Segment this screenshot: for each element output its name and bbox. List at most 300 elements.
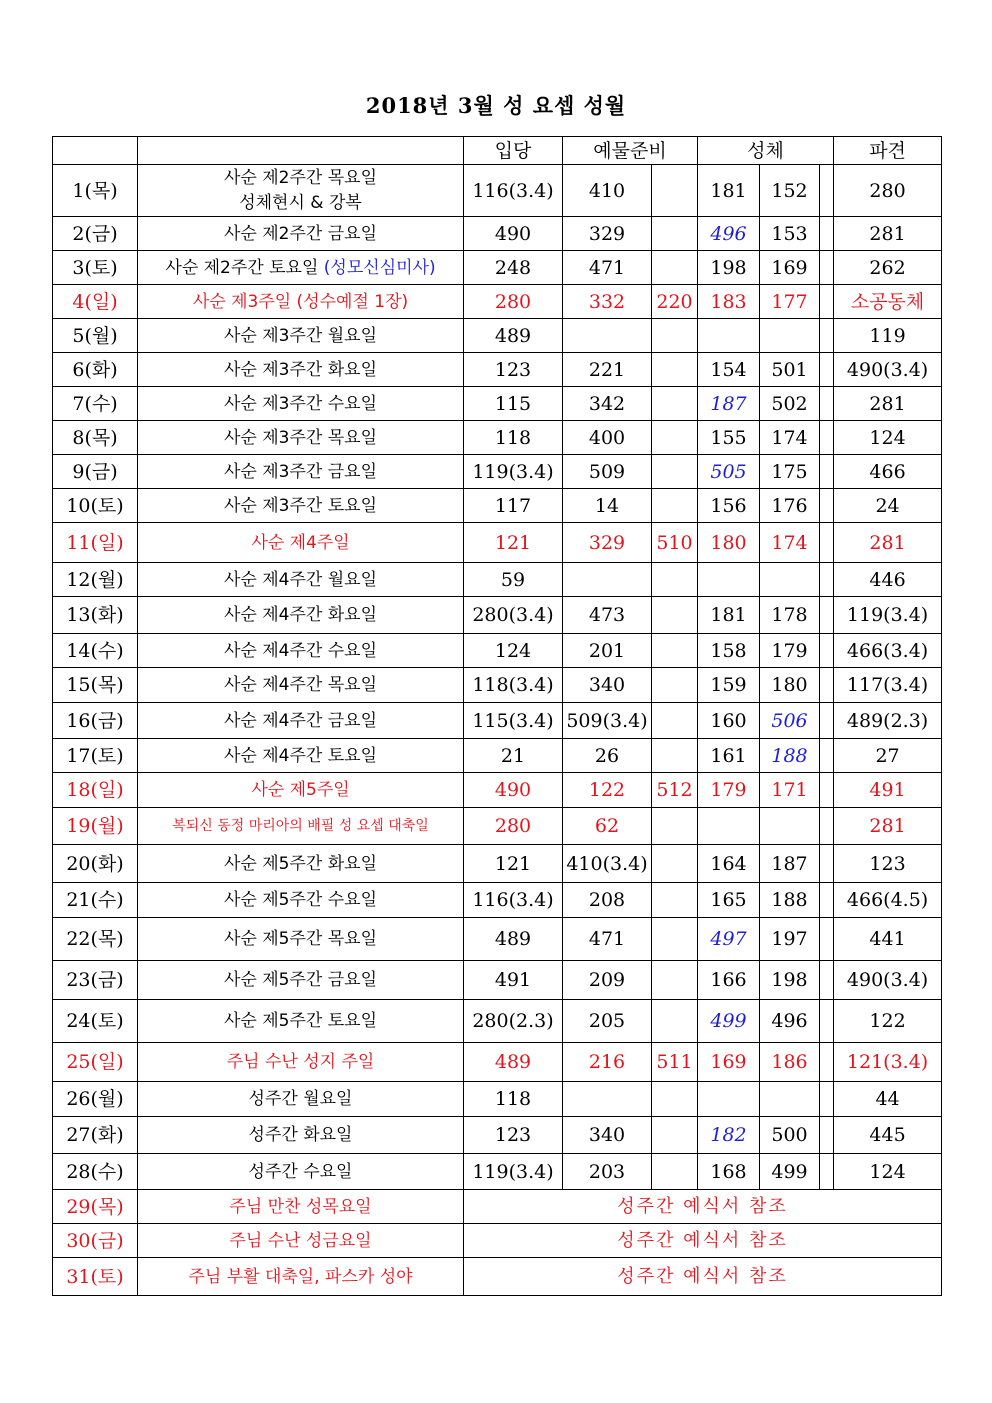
communion-1-cell: [698, 1082, 760, 1117]
liturgy-cell: [138, 1190, 464, 1224]
offertory-cell: 14: [563, 489, 652, 523]
table-row: [53, 1190, 942, 1224]
date-cell: 1(목): [53, 165, 138, 217]
table-row: [53, 1043, 942, 1082]
liturgy-cell: [138, 634, 464, 668]
table-row: [53, 808, 942, 845]
offertory-extra-cell: 511: [652, 1043, 698, 1082]
communion-1-cell: 183: [698, 285, 760, 319]
date-cell: 25(일): [53, 1043, 138, 1082]
liturgy-text: 사순 제5주간 토요일: [224, 1011, 377, 1031]
communion-2-cell-highlight: 506: [771, 709, 808, 732]
communion-spacer-cell: [820, 918, 834, 961]
merged-reference-cell: 성주간 예식서 참조: [464, 1224, 942, 1258]
date-cell: 7(수): [53, 387, 138, 421]
liturgy-cell: [138, 597, 464, 634]
communion-2-cell: 496: [760, 1000, 820, 1043]
table-row: [53, 285, 942, 319]
entrance-cell: 489: [464, 319, 563, 353]
offertory-cell: 340: [563, 668, 652, 703]
communion-2-cell: 500: [760, 1117, 820, 1154]
date-cell: 8(목): [53, 421, 138, 455]
dismissal-cell: 446: [834, 563, 942, 597]
liturgy-text: 사순 제4주간 토요일: [224, 745, 377, 766]
communion-spacer-cell: [820, 773, 834, 808]
dismissal-cell: 466(3.4): [834, 634, 942, 668]
communion-1-cell: 165: [698, 883, 760, 918]
date-cell: 16(금): [53, 703, 138, 739]
dismissal-cell: 281: [834, 523, 942, 563]
communion-spacer-cell: [820, 251, 834, 285]
offertory-extra-cell: [652, 1117, 698, 1154]
dismissal-cell: 280: [834, 165, 942, 217]
entrance-cell: 124: [464, 634, 563, 668]
communion-spacer-cell: [820, 845, 834, 883]
table-row: [53, 1000, 942, 1043]
offertory-cell: [563, 563, 652, 597]
dismissal-cell: 122: [834, 1000, 942, 1043]
table-row: [53, 703, 942, 739]
date-cell: 4(일): [53, 285, 138, 319]
date-cell: 15(목): [53, 668, 138, 703]
table-row: [53, 387, 942, 421]
table-row: [53, 319, 942, 353]
communion-2-cell: 175: [760, 455, 820, 489]
communion-2-cell: 176: [760, 489, 820, 523]
dismissal-cell: 466: [834, 455, 942, 489]
table-row: [53, 489, 942, 523]
communion-2-cell: [760, 563, 820, 597]
entrance-cell: 121: [464, 845, 563, 883]
merged-reference-cell: 성주간 예식서 참조: [464, 1258, 942, 1296]
offertory-cell: 205: [563, 1000, 652, 1043]
date-cell: 30(금): [53, 1224, 138, 1258]
communion-2-cell: 187: [760, 845, 820, 883]
liturgy-text: 성주간 수요일: [248, 1161, 353, 1182]
liturgy-text-line2: 성체현시 & 강복: [239, 192, 362, 213]
liturgy-text: 사순 제3주간 목요일: [224, 427, 377, 448]
offertory-cell: 410: [563, 165, 652, 217]
liturgy-text: 사순 제4주간 월요일: [224, 569, 377, 590]
communion-2-cell: [760, 703, 820, 739]
dismissal-cell: 262: [834, 251, 942, 285]
communion-2-cell: 179: [760, 634, 820, 668]
table-row: [53, 217, 942, 251]
offertory-cell: 329: [563, 217, 652, 251]
communion-1-cell-highlight: 497: [710, 928, 747, 950]
liturgy-text: 사순 제4주일: [251, 532, 350, 553]
liturgy-text: 주님 수난 성금요일: [229, 1230, 372, 1251]
communion-spacer-cell: [820, 523, 834, 563]
liturgy-cell: [138, 217, 464, 251]
entrance-cell: 119(3.4): [464, 1154, 563, 1190]
dismissal-cell: 117(3.4): [834, 668, 942, 703]
date-cell: 27(화): [53, 1117, 138, 1154]
liturgy-cell: [138, 1082, 464, 1117]
communion-1-cell: 181: [698, 597, 760, 634]
offertory-extra-cell: [652, 1000, 698, 1043]
offertory-cell: 62: [563, 808, 652, 845]
dismissal-cell: 490(3.4): [834, 961, 942, 1000]
liturgy-text: 사순 제5주간 화요일: [224, 853, 377, 874]
liturgy-cell: [138, 1258, 464, 1296]
communion-2-cell-highlight: 188: [771, 744, 808, 767]
date-cell: 31(토): [53, 1258, 138, 1296]
header-entrance: 입당: [464, 137, 563, 165]
offertory-extra-cell: 220: [652, 285, 698, 319]
date-cell: 13(화): [53, 597, 138, 634]
communion-spacer-cell: [820, 808, 834, 845]
offertory-extra-cell: [652, 918, 698, 961]
entrance-cell: 491: [464, 961, 563, 1000]
date-cell: 10(토): [53, 489, 138, 523]
communion-2-cell: 178: [760, 597, 820, 634]
dismissal-cell: 441: [834, 918, 942, 961]
liturgy-cell: [138, 1043, 464, 1082]
liturgy-cell: [138, 739, 464, 773]
communion-1-cell: 179: [698, 773, 760, 808]
dismissal-cell: 124: [834, 1154, 942, 1190]
liturgy-text: 복되신 동정 마리아의 배필 성 요셉 대축일: [172, 818, 429, 834]
offertory-cell: 209: [563, 961, 652, 1000]
liturgy-text: 사순 제3주일 (성수예절 1장): [192, 291, 409, 312]
offertory-cell: 201: [563, 634, 652, 668]
liturgy-text: 사순 제3주간 토요일: [224, 495, 377, 516]
table-row: [53, 1082, 942, 1117]
date-cell: 18(일): [53, 773, 138, 808]
offertory-extra-cell: [652, 1154, 698, 1190]
offertory-extra-cell: [652, 455, 698, 489]
liturgy-cell: [138, 563, 464, 597]
offertory-extra-cell: [652, 1082, 698, 1117]
communion-1-cell-highlight: 505: [710, 460, 747, 483]
communion-spacer-cell: [820, 1000, 834, 1043]
communion-spacer-cell: [820, 597, 834, 634]
dismissal-cell: 27: [834, 739, 942, 773]
liturgy-text: 사순 제3주간 금요일: [224, 461, 377, 482]
communion-spacer-cell: [820, 353, 834, 387]
liturgy-cell: [138, 285, 464, 319]
table-row: [53, 455, 942, 489]
liturgy-text: 주님 만찬 성목요일: [229, 1196, 372, 1217]
header-date: [53, 137, 138, 165]
dismissal-cell: 124: [834, 421, 942, 455]
table-row: [53, 668, 942, 703]
table-row: [53, 1117, 942, 1154]
liturgy-cell: [138, 883, 464, 918]
offertory-extra-cell: 510: [652, 523, 698, 563]
communion-2-cell: 499: [760, 1154, 820, 1190]
communion-spacer-cell: [820, 883, 834, 918]
date-cell: 2(금): [53, 217, 138, 251]
date-cell: 23(금): [53, 961, 138, 1000]
dismissal-cell: 445: [834, 1117, 942, 1154]
liturgy-cell: [138, 961, 464, 1000]
offertory-cell: 509(3.4): [563, 703, 652, 739]
offertory-extra-cell: [652, 668, 698, 703]
communion-1-cell: 168: [698, 1154, 760, 1190]
communion-1-cell: 181: [698, 165, 760, 217]
date-cell: 6(화): [53, 353, 138, 387]
communion-2-cell: 177: [760, 285, 820, 319]
offertory-cell: 471: [563, 918, 652, 961]
communion-spacer-cell: [820, 165, 834, 217]
liturgy-cell: [138, 251, 464, 285]
liturgy-text: 사순 제5주간 수요일: [224, 890, 377, 910]
communion-1-cell: [698, 918, 760, 961]
header-offertory: 예물준비: [563, 137, 698, 165]
communion-2-cell: 152: [760, 165, 820, 217]
entrance-cell: 116(3.4): [464, 165, 563, 217]
communion-2-cell: 198: [760, 961, 820, 1000]
entrance-cell: 280: [464, 808, 563, 845]
date-cell: 5(월): [53, 319, 138, 353]
table-row: [53, 523, 942, 563]
communion-spacer-cell: [820, 739, 834, 773]
communion-1-cell: 180: [698, 523, 760, 563]
liturgy-cell: [138, 319, 464, 353]
communion-spacer-cell: [820, 961, 834, 1000]
communion-spacer-cell: [820, 1154, 834, 1190]
offertory-extra-cell: [652, 353, 698, 387]
communion-1-cell: [698, 319, 760, 353]
liturgy-text: 사순 제4주간 화요일: [224, 605, 377, 625]
liturgy-cell: [138, 165, 464, 217]
table-row: [53, 1224, 942, 1258]
liturgy-cell: [138, 455, 464, 489]
entrance-cell: 489: [464, 1043, 563, 1082]
dismissal-cell: 489(2.3): [834, 703, 942, 739]
date-cell: 11(일): [53, 523, 138, 563]
dismissal-cell: 소공동체: [834, 285, 942, 319]
communion-1-cell: [698, 455, 760, 489]
communion-spacer-cell: [820, 217, 834, 251]
liturgy-text: 사순 제4주간 목요일: [224, 675, 377, 695]
offertory-cell: 340: [563, 1117, 652, 1154]
communion-spacer-cell: [820, 668, 834, 703]
offertory-extra-cell: [652, 563, 698, 597]
communion-spacer-cell: [820, 285, 834, 319]
liturgy-cell: [138, 918, 464, 961]
entrance-cell: 490: [464, 773, 563, 808]
table-row: [53, 165, 942, 217]
entrance-cell: 59: [464, 563, 563, 597]
liturgy-text: 사순 제4주간 금요일: [224, 710, 377, 731]
liturgy-cell: [138, 845, 464, 883]
entrance-cell: 490: [464, 217, 563, 251]
communion-1-cell: [698, 563, 760, 597]
offertory-extra-cell: [652, 808, 698, 845]
communion-1-cell: [698, 217, 760, 251]
offertory-extra-cell: [652, 703, 698, 739]
offertory-cell: 203: [563, 1154, 652, 1190]
liturgy-cell: [138, 703, 464, 739]
offertory-extra-cell: [652, 217, 698, 251]
offertory-cell: 509: [563, 455, 652, 489]
date-cell: 14(수): [53, 634, 138, 668]
communion-1-cell-highlight: 499: [710, 1010, 747, 1032]
table-row: [53, 961, 942, 1000]
liturgy-text: 주님 부활 대축일, 파스카 성야: [188, 1266, 413, 1287]
dismissal-cell: 491: [834, 773, 942, 808]
table-row: [53, 739, 942, 773]
date-cell: 28(수): [53, 1154, 138, 1190]
liturgy-text: 사순 제4주간 수요일: [224, 640, 377, 661]
offertory-extra-cell: [652, 319, 698, 353]
dismissal-cell: 123: [834, 845, 942, 883]
entrance-cell: 118: [464, 421, 563, 455]
offertory-extra-cell: [652, 883, 698, 918]
communion-1-cell: [698, 808, 760, 845]
communion-2-cell: 501: [760, 353, 820, 387]
date-cell: 29(목): [53, 1190, 138, 1224]
offertory-extra-cell: [652, 251, 698, 285]
liturgy-text: 사순 제3주간 화요일: [224, 359, 377, 380]
communion-2-cell: [760, 739, 820, 773]
offertory-cell: 208: [563, 883, 652, 918]
communion-spacer-cell: [820, 1082, 834, 1117]
dismissal-cell: 24: [834, 489, 942, 523]
liturgy-note: (성모신심미사): [323, 257, 436, 278]
dismissal-cell: 281: [834, 808, 942, 845]
header-communion: 성체: [698, 137, 834, 165]
date-cell: 26(월): [53, 1082, 138, 1117]
entrance-cell: 118(3.4): [464, 668, 563, 703]
communion-1-cell: 169: [698, 1043, 760, 1082]
liturgy-text: 사순 제3주간 월요일: [224, 325, 377, 346]
liturgy-cell: [138, 1224, 464, 1258]
dismissal-cell: 44: [834, 1082, 942, 1117]
date-cell: 17(토): [53, 739, 138, 773]
communion-1-cell-highlight: 182: [710, 1124, 747, 1146]
offertory-cell: 329: [563, 523, 652, 563]
offertory-cell: 410(3.4): [563, 845, 652, 883]
offertory-extra-cell: [652, 845, 698, 883]
communion-1-cell: 161: [698, 739, 760, 773]
communion-2-cell: 174: [760, 421, 820, 455]
communion-spacer-cell: [820, 1043, 834, 1082]
entrance-cell: 115: [464, 387, 563, 421]
communion-spacer-cell: [820, 703, 834, 739]
table-row: [53, 845, 942, 883]
communion-2-cell: 180: [760, 668, 820, 703]
offertory-cell: 400: [563, 421, 652, 455]
entrance-cell: 123: [464, 353, 563, 387]
liturgy-cell: [138, 1000, 464, 1043]
liturgy-text: 주님 수난 성지 주일: [226, 1052, 375, 1072]
date-cell: 19(월): [53, 808, 138, 845]
dismissal-cell: 121(3.4): [834, 1043, 942, 1082]
date-cell: 21(수): [53, 883, 138, 918]
liturgy-text: 사순 제2주간 목요일: [224, 167, 377, 188]
offertory-extra-cell: [652, 739, 698, 773]
communion-2-cell: 186: [760, 1043, 820, 1082]
communion-2-cell: [760, 808, 820, 845]
liturgy-cell: [138, 421, 464, 455]
header-dismissal: 파견: [834, 137, 942, 165]
entrance-cell: 280(2.3): [464, 1000, 563, 1043]
liturgy-text: 성주간 화요일: [248, 1125, 353, 1145]
offertory-cell: [563, 1082, 652, 1117]
dismissal-cell: 119: [834, 319, 942, 353]
communion-1-cell: [698, 387, 760, 421]
table-row: [53, 883, 942, 918]
communion-spacer-cell: [820, 563, 834, 597]
communion-2-cell: 153: [760, 217, 820, 251]
liturgy-text: 사순 제5주간 금요일: [224, 970, 377, 990]
communion-1-cell: 159: [698, 668, 760, 703]
communion-1-cell: 164: [698, 845, 760, 883]
table-row: [53, 634, 942, 668]
date-cell: 24(토): [53, 1000, 138, 1043]
communion-spacer-cell: [820, 421, 834, 455]
offertory-extra-cell: 512: [652, 773, 698, 808]
offertory-cell: 471: [563, 251, 652, 285]
date-cell: 20(화): [53, 845, 138, 883]
communion-2-cell: 171: [760, 773, 820, 808]
communion-1-cell: 154: [698, 353, 760, 387]
date-cell: 9(금): [53, 455, 138, 489]
header-liturgy: [138, 137, 464, 165]
communion-2-cell: 188: [760, 883, 820, 918]
entrance-cell: 121: [464, 523, 563, 563]
table-row: [53, 563, 942, 597]
communion-1-cell-highlight: 496: [710, 222, 747, 245]
liturgy-text: 사순 제3주간 수요일: [224, 393, 377, 414]
communion-1-cell: 166: [698, 961, 760, 1000]
communion-1-cell: 198: [698, 251, 760, 285]
offertory-extra-cell: [652, 961, 698, 1000]
communion-2-cell: 197: [760, 918, 820, 961]
communion-2-cell: 502: [760, 387, 820, 421]
liturgy-text: 성주간 월요일: [248, 1089, 353, 1109]
communion-1-cell: [698, 1117, 760, 1154]
entrance-cell: 489: [464, 918, 563, 961]
offertory-cell: 216: [563, 1043, 652, 1082]
merged-reference-cell: 성주간 예식서 참조: [464, 1190, 942, 1224]
dismissal-cell: 281: [834, 387, 942, 421]
communion-spacer-cell: [820, 489, 834, 523]
communion-spacer-cell: [820, 634, 834, 668]
date-cell: 12(월): [53, 563, 138, 597]
offertory-cell: 342: [563, 387, 652, 421]
communion-spacer-cell: [820, 387, 834, 421]
header-row: [53, 137, 942, 165]
dismissal-cell: 466(4.5): [834, 883, 942, 918]
date-cell: 22(목): [53, 918, 138, 961]
communion-1-cell: [698, 1000, 760, 1043]
dismissal-cell: 490(3.4): [834, 353, 942, 387]
offertory-cell: 473: [563, 597, 652, 634]
liturgy-cell: [138, 1154, 464, 1190]
table-row: [53, 1258, 942, 1296]
communion-2-cell: [760, 319, 820, 353]
entrance-cell: 280(3.4): [464, 597, 563, 634]
table-row: [53, 918, 942, 961]
table-row: [53, 421, 942, 455]
offertory-extra-cell: [652, 489, 698, 523]
offertory-extra-cell: [652, 634, 698, 668]
communion-1-cell: 155: [698, 421, 760, 455]
communion-2-cell: 174: [760, 523, 820, 563]
communion-spacer-cell: [820, 1117, 834, 1154]
communion-2-cell: 169: [760, 251, 820, 285]
liturgy-cell: [138, 489, 464, 523]
liturgy-cell: [138, 387, 464, 421]
communion-1-cell: 158: [698, 634, 760, 668]
entrance-cell: 117: [464, 489, 563, 523]
hymn-schedule-table: [52, 136, 942, 1296]
